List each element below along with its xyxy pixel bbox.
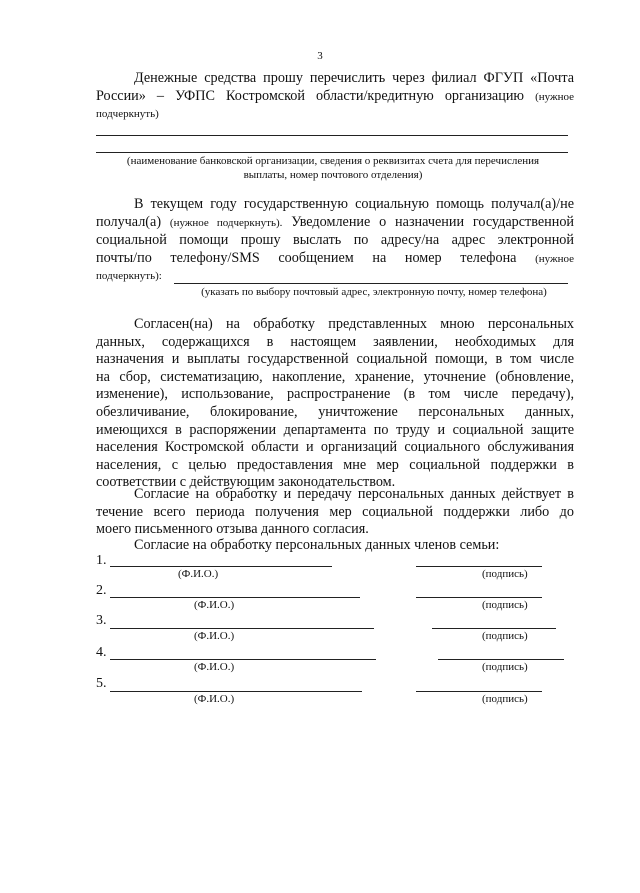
family-row-5-sign-label: (подпись) xyxy=(482,693,528,705)
notice-line-2: получал(а) (нужное подчеркнуть). Уведомление о назначении государственной xyxy=(96,213,575,230)
family-row-4-fio-label: (Ф.И.О.) xyxy=(194,661,235,673)
family-row-3-sign-line xyxy=(432,628,556,629)
family-row-2-sign-line xyxy=(416,597,542,598)
family-row-4-fio-line xyxy=(110,659,376,660)
consent-paragraph: Согласен(на) на обработку представленных мною персональных данных, содержащихся в настоящем заявлении, необходимых для назначения и выплаты государственной социальной помощи, в том числе на сбор, систематизацию, накопление, хранение, уточнение (обновление, изменение), использование, распространение (в том числе передачу), обезличивание, блокирование, уничтожение персональных данных, имеющихся в распоряжении департамента по труду и социальной защите населения Костромской области и организаций социального обслуживания населения, с целью предоставления мне мер социальной поддержки в соответствии с действующим законодательством. xyxy=(96,316,574,491)
family-row-2-fio-line xyxy=(110,597,360,598)
bank-blank-line-1 xyxy=(96,135,568,136)
family-row-1-fio-line xyxy=(110,566,332,567)
notice-paragraph xyxy=(96,196,574,286)
family-row-5-fio-label: (Ф.И.О.) xyxy=(194,693,235,705)
bank-line-1: Денежные средства прошу перечислить через филиал ФГУП «Почта xyxy=(134,70,574,86)
notice-line-5: подчеркнуть): xyxy=(96,270,162,283)
family-row-5-fio-line xyxy=(110,691,362,692)
family-row-4-sign-line xyxy=(438,659,564,660)
bank-paragraph xyxy=(96,70,574,124)
family-row-5-number: 5. xyxy=(96,676,107,691)
family-row-2-number: 2. xyxy=(96,583,107,598)
bank-blank-line-2 xyxy=(96,152,568,153)
family-row-1-fio-label: (Ф.И.О.) xyxy=(178,568,219,580)
page-number: 3 xyxy=(317,50,323,62)
family-row-2-sign-label: (подпись) xyxy=(482,599,528,611)
family-heading: Согласие на обработку персональных данных членов семьи: xyxy=(134,537,500,553)
bank-caption: (наименование банковской организации, сведения о реквизитах счета для перечисления выплаты, номер почтового отделения) xyxy=(126,155,540,181)
family-row-1-sign-label: (подпись) xyxy=(482,568,528,580)
family-row-1-number: 1. xyxy=(96,553,107,568)
bank-line-2: России» – УФПС Костромской области/кредитную организацию (нужное xyxy=(96,87,575,104)
family-row-2-fio-label: (Ф.И.О.) xyxy=(194,599,235,611)
family-row-4-number: 4. xyxy=(96,645,107,660)
bank-line-3: подчеркнуть) xyxy=(96,108,159,121)
validity-paragraph: Согласие на обработку и передачу персональных данных действует в течение всего периода получения мер социальной поддержки либо до моего письменного отзыва данного согласия. xyxy=(96,486,574,538)
family-row-3-fio-line xyxy=(110,628,374,629)
notice-line-4: почты/по телефону/SMS сообщением на номер телефона (нужное xyxy=(96,249,574,266)
family-row-3-number: 3. xyxy=(96,613,107,628)
notice-line-3: социальной помощи прошу выслать по адресу/на адрес электронной xyxy=(96,232,574,249)
notice-line-1: В текущем году государственную социальную помощь получал(а)/не xyxy=(134,196,574,212)
notice-caption: (указать по выбору почтовый адрес, электронную почту, номер телефона) xyxy=(201,286,547,298)
family-row-5-sign-line xyxy=(416,691,542,692)
family-row-3-fio-label: (Ф.И.О.) xyxy=(194,630,235,642)
family-row-3-sign-label: (подпись) xyxy=(482,630,528,642)
contact-blank-line xyxy=(174,283,568,284)
family-row-4-sign-label: (подпись) xyxy=(482,661,528,673)
family-row-1-sign-line xyxy=(416,566,542,567)
